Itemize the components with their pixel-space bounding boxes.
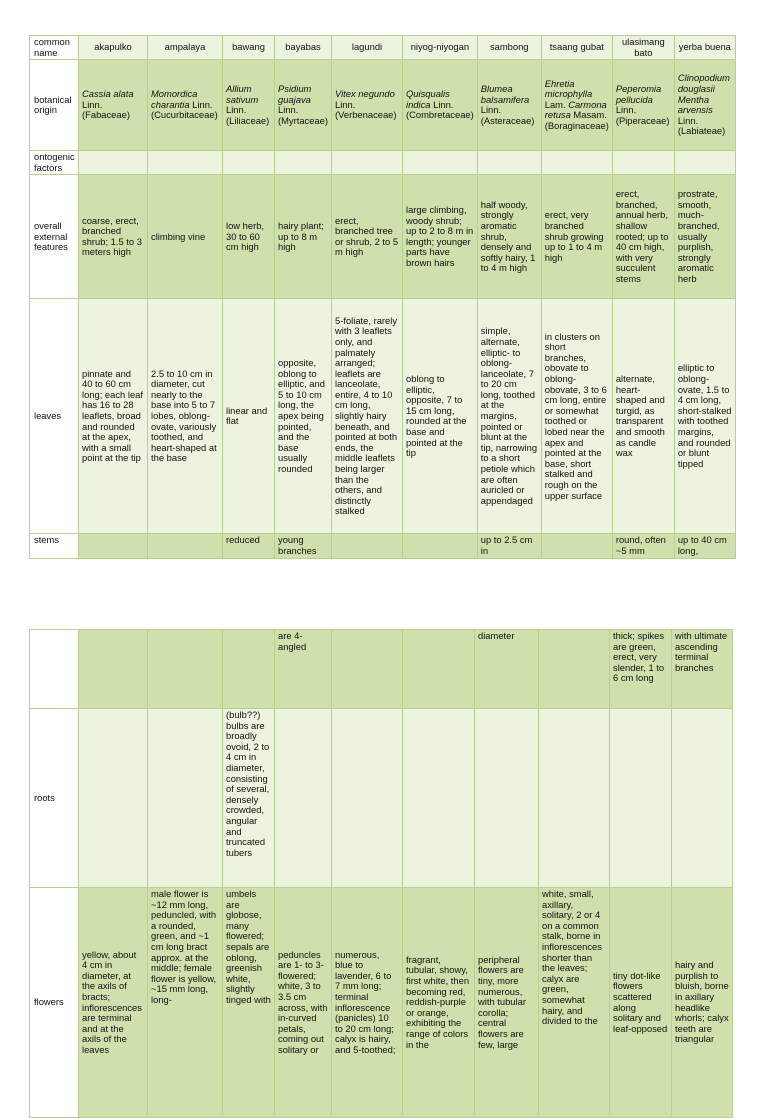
- botanical-cell: Momordica charantia Linn. (Cucurbitaceae): [148, 60, 223, 151]
- roots-cell: [539, 709, 610, 888]
- botanical-row: [30, 60, 736, 151]
- row-label-botanical: botanical origin: [30, 60, 79, 151]
- col-header-ampalaya: ampalaya: [148, 36, 223, 60]
- col-header-niyog-niyogan: niyog-niyogan: [403, 36, 478, 60]
- flowers-cell: male flower is ~12 mm long, peduncled, with a rounded, green, and ~1 cm long bract approx. at the middle; female flower is yellow, ~15 mm long, long-: [148, 888, 223, 1118]
- stems-cell: [79, 534, 148, 558]
- flowers-cell: peduncles are 1- to 3-flowered; white, 3 to 3.5 cm across, with in-curved petals, coming out solitary or: [275, 888, 332, 1118]
- stems-cell: diameter: [475, 630, 539, 709]
- ontogenic-cell: [275, 151, 332, 175]
- ontogenic-cell: [223, 151, 275, 175]
- stems-cell: up to 2.5 cm in: [477, 534, 541, 558]
- leaves-cell: opposite, oblong to elliptic, and 5 to 10 cm long, the apex being pointed, and the base usually rounded: [275, 299, 332, 534]
- stems-cell: with ultimate ascending terminal branches: [672, 630, 733, 709]
- leaves-row: [30, 299, 736, 534]
- roots-cell: (bulb??) bulbs are broadly ovoid, 2 to 4 cm in diameter, consisting of several, densely crowded, angular and truncated tubers: [223, 709, 275, 888]
- stems-cell: [79, 630, 148, 709]
- roots-cell: [332, 709, 403, 888]
- stems-cell: reduced: [223, 534, 275, 558]
- stems-cell: [148, 630, 223, 709]
- botanical-cell: Vitex negundo Linn. (Verbenaceae): [332, 60, 403, 151]
- features-cell: climbing vine: [148, 175, 223, 299]
- features-cell: erect, very branched shrub growing up to 1 to 4 m high: [541, 175, 612, 299]
- leaves-cell: elliptic to oblong-ovate, 1.5 to 4 cm long, short-stalked with toothed margins, and rounded or blunt tipped: [674, 299, 735, 534]
- stems-cell: thick; spikes are green, erect, very slender, 1 to 6 cm long: [610, 630, 672, 709]
- stems-cell: [403, 534, 478, 558]
- stems-row: [30, 534, 736, 558]
- col-header-yerba-buena: yerba buena: [674, 36, 735, 60]
- features-row: [30, 175, 736, 299]
- botanical-cell: Allium sativum Linn. (Liliaceae): [223, 60, 275, 151]
- roots-cell: [403, 709, 475, 888]
- row-label-ontogenic: ontogenic factors: [30, 151, 79, 175]
- col-header-sambong: sambong: [477, 36, 541, 60]
- header-label: common name: [30, 36, 79, 60]
- stems-cont-row: [30, 630, 733, 709]
- leaves-cell: oblong to elliptic, opposite, 7 to 15 cm long, rounded at the base and pointed at the tip: [403, 299, 478, 534]
- leaves-cell: alternate, heart-shaped and turgid, as transparent and smooth as candle wax: [612, 299, 674, 534]
- row-label-empty: [30, 630, 79, 709]
- features-cell: half woody, strongly aromatic shrub, densely and softly hairy, 1 to 4 m high: [477, 175, 541, 299]
- botanical-cell: Quisqualis indica Linn. (Combretaceae): [403, 60, 478, 151]
- header-row: [30, 36, 736, 60]
- ontogenic-cell: [148, 151, 223, 175]
- row-label-roots: roots: [30, 709, 79, 888]
- leaves-cell: simple, alternate, elliptic- to oblong-lanceolate, 7 to 20 cm long, toothed at the margins, pointed or blunt at the tip, narrowing to a short petiole which are often auricled or appendaged: [477, 299, 541, 534]
- flowers-cell: white, small, axillary, solitary, 2 or 4 on a common stalk, borne in inflorescences shorter than the leaves; calyx are green, somewhat hairy, and divided to the: [539, 888, 610, 1118]
- flowers-cell: peripheral flowers are tiny, more numerous, with tubular corolla; central flowers are few, large: [475, 888, 539, 1118]
- roots-row: [30, 709, 733, 888]
- col-header-bawang: bawang: [223, 36, 275, 60]
- botanical-cell: Blumea balsamifera Linn. (Asteraceae): [477, 60, 541, 151]
- stems-cell: [541, 534, 612, 558]
- stems-cell: [539, 630, 610, 709]
- stems-cell: [148, 534, 223, 558]
- col-header-akapulko: akapulko: [79, 36, 148, 60]
- col-header-tsaang-gubat: tsaang gubat: [541, 36, 612, 60]
- ontogenic-cell: [612, 151, 674, 175]
- ontogenic-cell: [541, 151, 612, 175]
- row-label-leaves: leaves: [30, 299, 79, 534]
- roots-cell: [610, 709, 672, 888]
- col-header-ulasimang-bato: ulasimang bato: [612, 36, 674, 60]
- row-label-flowers: flowers: [30, 888, 79, 1118]
- botanical-cell: Psidium guajava Linn. (Myrtaceae): [275, 60, 332, 151]
- roots-cell: [475, 709, 539, 888]
- stems-cell: [332, 534, 403, 558]
- flowers-row: [30, 888, 733, 1118]
- stems-cell: up to 40 cm long,: [674, 534, 735, 558]
- botanical-cell: Cassia alata Linn. (Fabaceae): [79, 60, 148, 151]
- botanical-cell: Peperomia pellucida Linn. (Piperaceae): [612, 60, 674, 151]
- flowers-cell: numerous, blue to lavender, 6 to 7 mm long; terminal inflorescence (panicles) 10 to 20 cm long; calyx is hairy, and 5-toothed;: [332, 888, 403, 1118]
- stems-cell: round, often ~5 mm: [612, 534, 674, 558]
- flowers-cell: yellow, about 4 cm in diameter, at the axils of bracts; inflorescences are terminal and at the axils of the leaves: [79, 888, 148, 1118]
- botanical-cell: Ehretia microphylla Lam. Carmona retusa Masam. (Boraginaceae): [541, 60, 612, 151]
- features-cell: large climbing, woody shrub; up to 2 to 8 m in length; younger parts have brown hairs: [403, 175, 478, 299]
- leaves-cell: 2.5 to 10 cm in diameter, cut nearly to the base into 5 to 7 lobes, oblong-ovate, variously toothed, and heart-shaped at the base: [148, 299, 223, 534]
- roots-cell: [672, 709, 733, 888]
- flowers-cell: fragrant, tubular, showy, first white, then becoming red, reddish-purple or orange, exhibiting the range of colors in the: [403, 888, 475, 1118]
- stems-cell: are 4-angled: [275, 630, 332, 709]
- ontogenic-cell: [332, 151, 403, 175]
- leaves-cell: pinnate and 40 to 60 cm long; each leaf has 16 to 28 leaflets, broad and rounded at the apex, with a small point at the tip: [79, 299, 148, 534]
- ontogenic-cell: [79, 151, 148, 175]
- features-cell: prostrate, smooth, much-branched, usually purplish, strongly aromatic herb: [674, 175, 735, 299]
- ontogenic-cell: [403, 151, 478, 175]
- ontogenic-row: [30, 151, 736, 175]
- plant-table-part-1: [29, 35, 736, 559]
- leaves-cell: linear and flat: [223, 299, 275, 534]
- plant-table-part-2: [29, 629, 733, 1118]
- features-cell: coarse, erect, branched shrub; 1.5 to 3 meters high: [79, 175, 148, 299]
- stems-cell: young branches: [275, 534, 332, 558]
- features-cell: hairy plant; up to 8 m high: [275, 175, 332, 299]
- flowers-cell: hairy and purplish to bluish, borne in axillary headlike whorls; calyx teeth are triangular: [672, 888, 733, 1118]
- flowers-cell: tiny dot-like flowers scattered along solitary and leaf-opposed: [610, 888, 672, 1118]
- leaves-cell: 5-foliate, rarely with 3 leaflets only, and palmately arranged; leaflets are lanceolate, entire, 4 to 10 cm long, slightly hairy beneath, and pointed at both ends, the middle leaflets being larger than the others, and distinctly stalked: [332, 299, 403, 534]
- row-label-features: overall external features: [30, 175, 79, 299]
- roots-cell: [79, 709, 148, 888]
- botanical-cell: Clinopodium douglasii Mentha arvensis Linn. (Labiateae): [674, 60, 735, 151]
- stems-cell: [403, 630, 475, 709]
- col-header-lagundi: lagundi: [332, 36, 403, 60]
- features-cell: erect, branched tree or shrub, 2 to 5 m high: [332, 175, 403, 299]
- features-cell: erect, branched, annual herb, shallow rooted; up to 40 cm high, with very succulent stems: [612, 175, 674, 299]
- stems-cell: [223, 630, 275, 709]
- roots-cell: [148, 709, 223, 888]
- ontogenic-cell: [674, 151, 735, 175]
- stems-cell: [332, 630, 403, 709]
- row-label-stems: stems: [30, 534, 79, 558]
- col-header-bayabas: bayabas: [275, 36, 332, 60]
- features-cell: low herb, 30 to 60 cm high: [223, 175, 275, 299]
- flowers-cell: umbels are globose, many flowered; sepals are oblong, greenish white, slightly tinged with: [223, 888, 275, 1118]
- leaves-cell: in clusters on short branches, obovate to oblong-obovate, 3 to 6 cm long, entire or somewhat toothed or lobed near the apex and pointed at the base, short stalked and rough on the upper surface: [541, 299, 612, 534]
- ontogenic-cell: [477, 151, 541, 175]
- roots-cell: [275, 709, 332, 888]
